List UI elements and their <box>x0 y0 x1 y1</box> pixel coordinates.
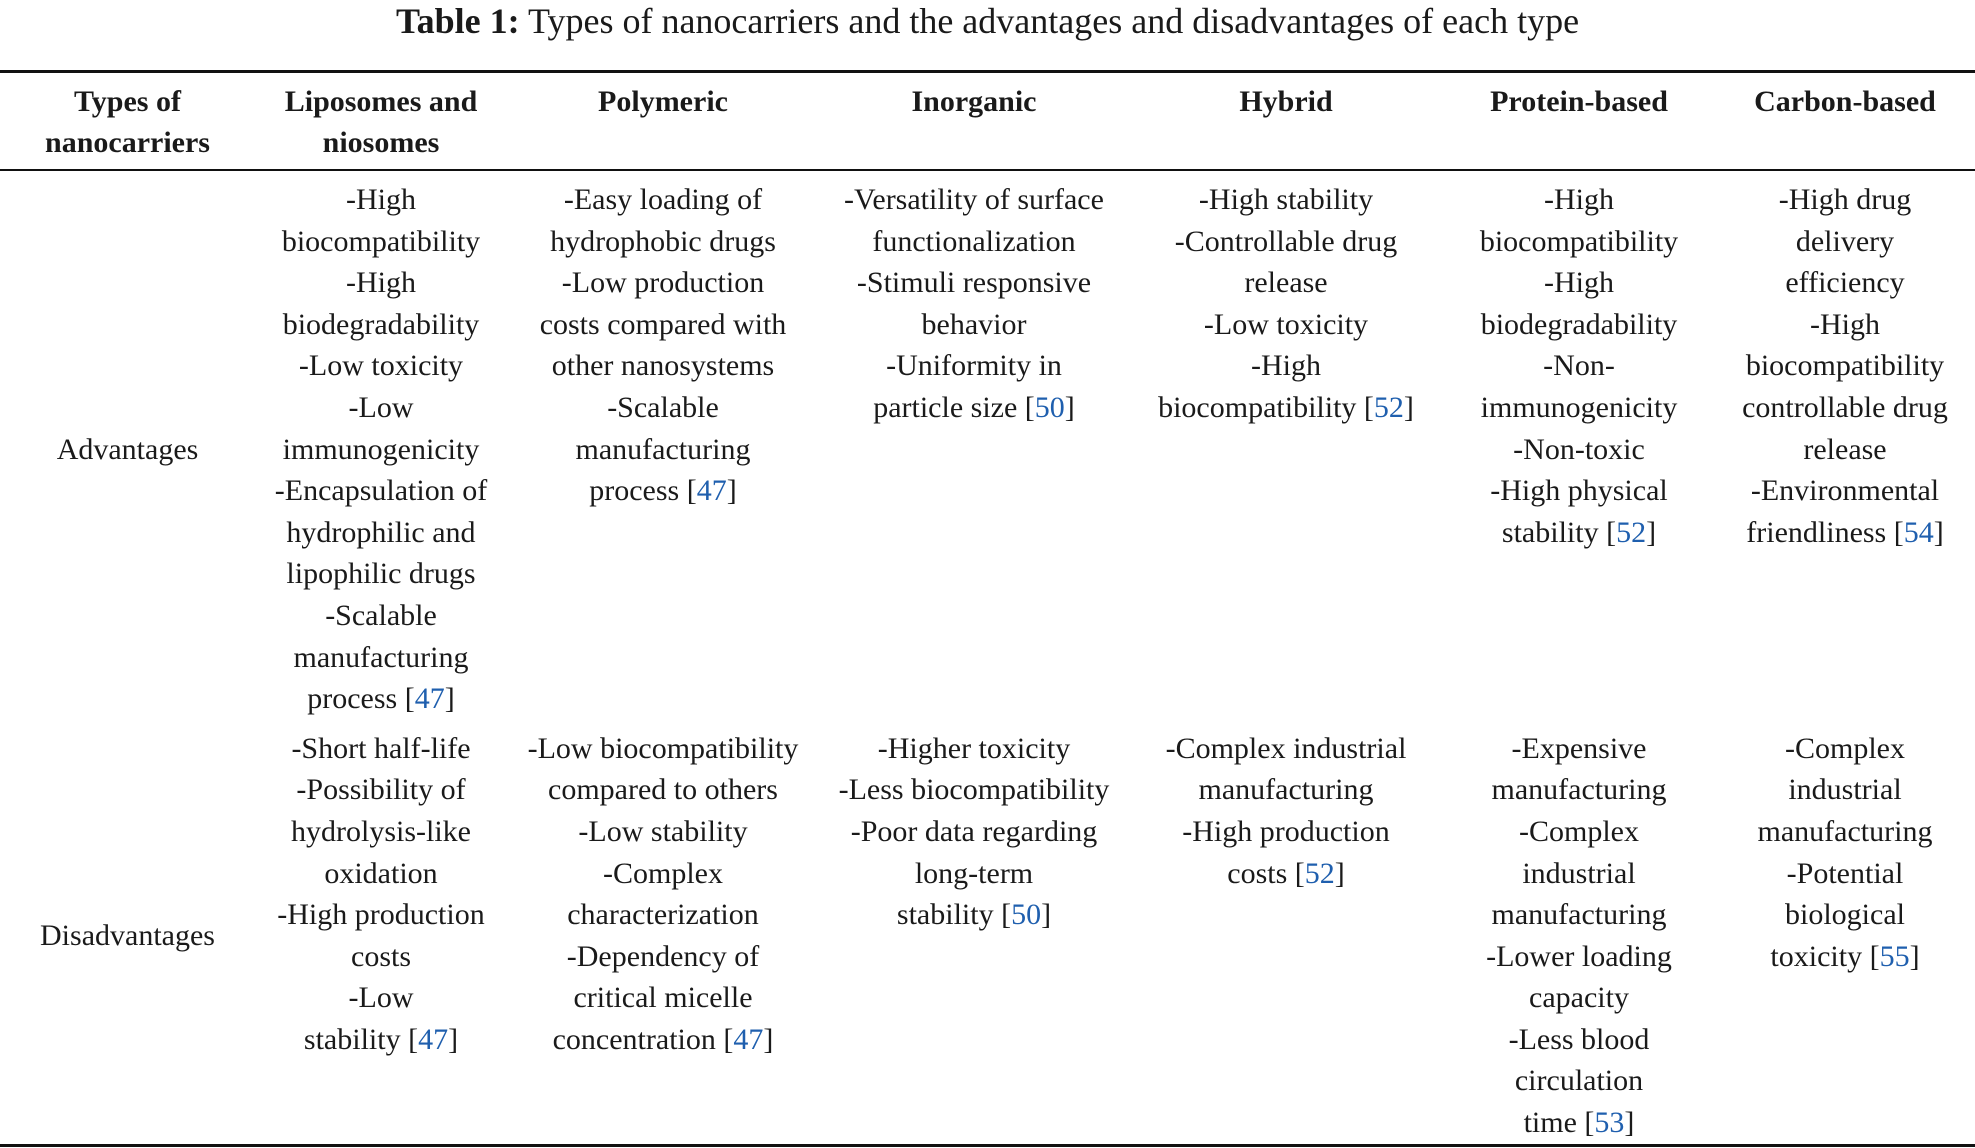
cell-line: -Possibility of <box>296 773 466 807</box>
cell-line: -Non-toxic <box>1513 432 1645 466</box>
cell-line: biodegradability <box>1480 307 1678 341</box>
cell-line: -Complex industrial <box>1165 731 1407 765</box>
cell-advantages-inorganic <box>819 170 1129 720</box>
cell-line: manufacturing <box>1757 814 1933 848</box>
cell-line: biodegradability <box>282 307 480 341</box>
citation-link[interactable]: 50 <box>1034 390 1065 424</box>
cell-line-text: toxicity <box>1770 939 1863 973</box>
cell-line: -Versatility of surface <box>844 183 1104 216</box>
cell-disadvantages-hybrid <box>1129 720 1443 1145</box>
cell-line: delivery <box>1795 224 1895 258</box>
cell-line: -Less blood <box>1508 1022 1650 1056</box>
cell-line: industrial <box>1788 773 1902 807</box>
cell-line: critical micelle <box>573 981 753 1015</box>
cell-line: manufacturing <box>293 640 469 674</box>
cell-line: biocompatibility <box>281 224 481 258</box>
cell-line: -High <box>1251 349 1321 383</box>
cell-line: biocompatibility <box>1479 224 1679 258</box>
cell-line: toxicity [55] <box>1770 939 1920 973</box>
cell-line: -High <box>1544 266 1614 300</box>
table-caption-label: Table 1: <box>395 1 520 41</box>
cell-line: immunogenicity <box>1480 390 1678 424</box>
cell-line: -Poor data regarding <box>850 814 1098 848</box>
cell-line: controllable drug <box>1742 390 1948 424</box>
table-caption-text: Types of nanocarriers and the advantages and disadvantages of each type <box>528 1 1580 41</box>
cell-line: stability [52] <box>1501 515 1657 549</box>
table-body <box>0 170 1975 1145</box>
header-types: Types of nanocarriers <box>45 85 210 159</box>
cell-line: stability [47] <box>303 1022 459 1056</box>
cell-line: -Low stability <box>578 814 748 848</box>
cell-line: other nanosystems <box>551 349 775 383</box>
cell-advantages-liposomes <box>255 170 507 720</box>
cell-line: particle size [50] <box>873 390 1075 424</box>
cell-line-text: stability <box>303 1022 401 1056</box>
header-liposomes: Liposomes and niosomes <box>284 85 478 159</box>
cell-line: -Low production <box>561 266 765 300</box>
cell-line: manufacturing <box>1198 773 1374 807</box>
cell-line: costs <box>351 939 411 973</box>
cell-line: costs compared with <box>539 307 787 341</box>
cell-line: -Scalable <box>325 598 437 632</box>
cell-line: -Low toxicity <box>1203 307 1369 341</box>
cell-line: release <box>1803 432 1887 466</box>
cell-line: -Easy loading of <box>563 183 763 216</box>
cell-line: -Potential <box>1786 856 1904 890</box>
cell-line: -Low <box>348 981 414 1015</box>
cell-disadvantages-polymeric <box>507 720 819 1145</box>
cell-line: -High drug <box>1778 183 1912 216</box>
citation-link[interactable]: 47 <box>696 474 727 508</box>
cell-line: efficiency <box>1785 266 1905 300</box>
cell-line: hydrolysis-like <box>291 814 471 848</box>
cell-line-text: biocompatibility <box>1158 390 1357 424</box>
header-carbon-based: Carbon-based <box>1754 85 1936 118</box>
cell-line: -High <box>346 183 416 216</box>
cell-line: functionalization <box>872 224 1076 258</box>
cell-line: behavior <box>921 307 1027 341</box>
header-hybrid: Hybrid <box>1239 85 1333 118</box>
cell-line: -High <box>1544 183 1614 216</box>
citation-link[interactable]: 52 <box>1373 390 1404 424</box>
cell-line-text: stability <box>896 898 994 932</box>
cell-line: biocompatibility <box>1745 349 1945 383</box>
cell-line: costs [52] <box>1227 856 1345 890</box>
row-advantages <box>0 170 1975 720</box>
cell-line-text: particle size <box>873 390 1018 424</box>
citation-link[interactable]: 47 <box>733 1022 764 1056</box>
cell-disadvantages-carbon-based <box>1715 720 1975 1145</box>
header-protein-based: Protein-based <box>1490 85 1668 118</box>
cell-line: -High stability <box>1198 183 1374 216</box>
cell-line: -Stimuli responsive <box>856 266 1092 300</box>
cell-line: circulation <box>1514 1064 1644 1098</box>
cell-advantages-hybrid <box>1129 170 1443 720</box>
cell-line: compared to others <box>548 773 778 807</box>
cell-line: manufacturing <box>1491 773 1667 807</box>
cell-disadvantages-inorganic <box>819 720 1129 1145</box>
cell-advantages-protein-based <box>1443 170 1715 720</box>
cell-line: -High physical <box>1490 474 1668 508</box>
cell-line: -Higher toxicity <box>877 731 1071 765</box>
cell-line: -Uniformity in <box>886 349 1062 383</box>
header-polymeric: Polymeric <box>598 85 728 118</box>
cell-line: long-term <box>914 856 1034 890</box>
cell-line: manufacturing <box>575 432 751 466</box>
cell-line: -Expensive <box>1511 731 1647 765</box>
cell-line: -Encapsulation of <box>274 474 488 508</box>
cell-line: -Low toxicity <box>298 349 464 383</box>
citation-link[interactable]: 54 <box>1903 515 1934 549</box>
cell-line: -Complex <box>1785 731 1905 765</box>
cell-line: -High production <box>277 898 485 932</box>
cell-line: -Scalable <box>607 390 719 424</box>
cell-line: -Lower loading <box>1486 939 1672 973</box>
cell-advantages-polymeric <box>507 170 819 720</box>
cell-line: immunogenicity <box>282 432 480 466</box>
cell-line: stability [50] <box>896 898 1052 932</box>
cell-line: -Low <box>348 390 414 424</box>
cell-line-text: stability <box>1501 515 1599 549</box>
cell-line-text: costs <box>1227 856 1288 890</box>
cell-line: -Complex <box>1519 814 1639 848</box>
cell-line: concentration [47] <box>552 1022 774 1056</box>
citation-link[interactable]: 55 <box>1879 939 1910 973</box>
cell-line: release <box>1244 266 1328 300</box>
cell-line: time [53] <box>1523 1106 1635 1140</box>
citation-link[interactable]: 50 <box>1011 898 1042 932</box>
cell-line: capacity <box>1529 981 1629 1015</box>
cell-line: hydrophobic drugs <box>550 224 776 258</box>
cell-disadvantages-protein-based <box>1443 720 1715 1145</box>
cell-line: oxidation <box>324 856 438 890</box>
header-inorganic: Inorganic <box>911 85 1037 118</box>
cell-line: process [47] <box>307 682 455 716</box>
cell-line: process [47] <box>589 474 737 508</box>
cell-line-text: time <box>1523 1106 1577 1140</box>
cell-line: biocompatibility [52] <box>1158 390 1414 424</box>
cell-line: hydrophilic and <box>286 515 476 549</box>
cell-line: -Less biocompatibility <box>838 773 1110 807</box>
table-caption <box>0 0 1975 42</box>
cell-line: friendliness [54] <box>1746 515 1944 549</box>
cell-line: -Non- <box>1543 349 1615 383</box>
citation-link[interactable]: 52 <box>1304 856 1335 890</box>
cell-line: -Dependency of <box>566 939 760 973</box>
row-label-disadvantages: Disadvantages <box>40 918 215 952</box>
cell-line: biological <box>1785 898 1905 932</box>
header-row <box>0 72 1975 171</box>
cell-line-text: concentration <box>552 1022 716 1056</box>
cell-line: -Complex <box>603 856 723 890</box>
row-label-advantages: Advantages <box>56 432 199 466</box>
nanocarriers-table <box>0 70 1975 1147</box>
cell-line: -Short half-life <box>291 731 471 765</box>
cell-line-text: friendliness <box>1746 515 1887 549</box>
cell-disadvantages-liposomes <box>255 720 507 1145</box>
cell-advantages-carbon-based <box>1715 170 1975 720</box>
cell-line: -Low biocompatibility <box>527 731 799 765</box>
citation-link[interactable]: 47 <box>418 1022 449 1056</box>
row-disadvantages <box>0 720 1975 1145</box>
citation-link[interactable]: 53 <box>1594 1106 1625 1140</box>
cell-line: -High <box>346 266 416 300</box>
cell-line: manufacturing <box>1491 898 1667 932</box>
cell-line: characterization <box>567 898 759 932</box>
cell-line-text: process <box>307 682 398 716</box>
cell-line: industrial <box>1522 856 1636 890</box>
citation-link[interactable]: 47 <box>414 682 445 716</box>
cell-line-text: process <box>589 474 680 508</box>
cell-line: lipophilic drugs <box>286 557 476 591</box>
cell-line: -Controllable drug <box>1174 224 1398 258</box>
cell-line: -Environmental <box>1750 474 1940 508</box>
citation-link[interactable]: 52 <box>1616 515 1647 549</box>
cell-line: -High <box>1810 307 1880 341</box>
cell-line: -High production <box>1182 814 1390 848</box>
